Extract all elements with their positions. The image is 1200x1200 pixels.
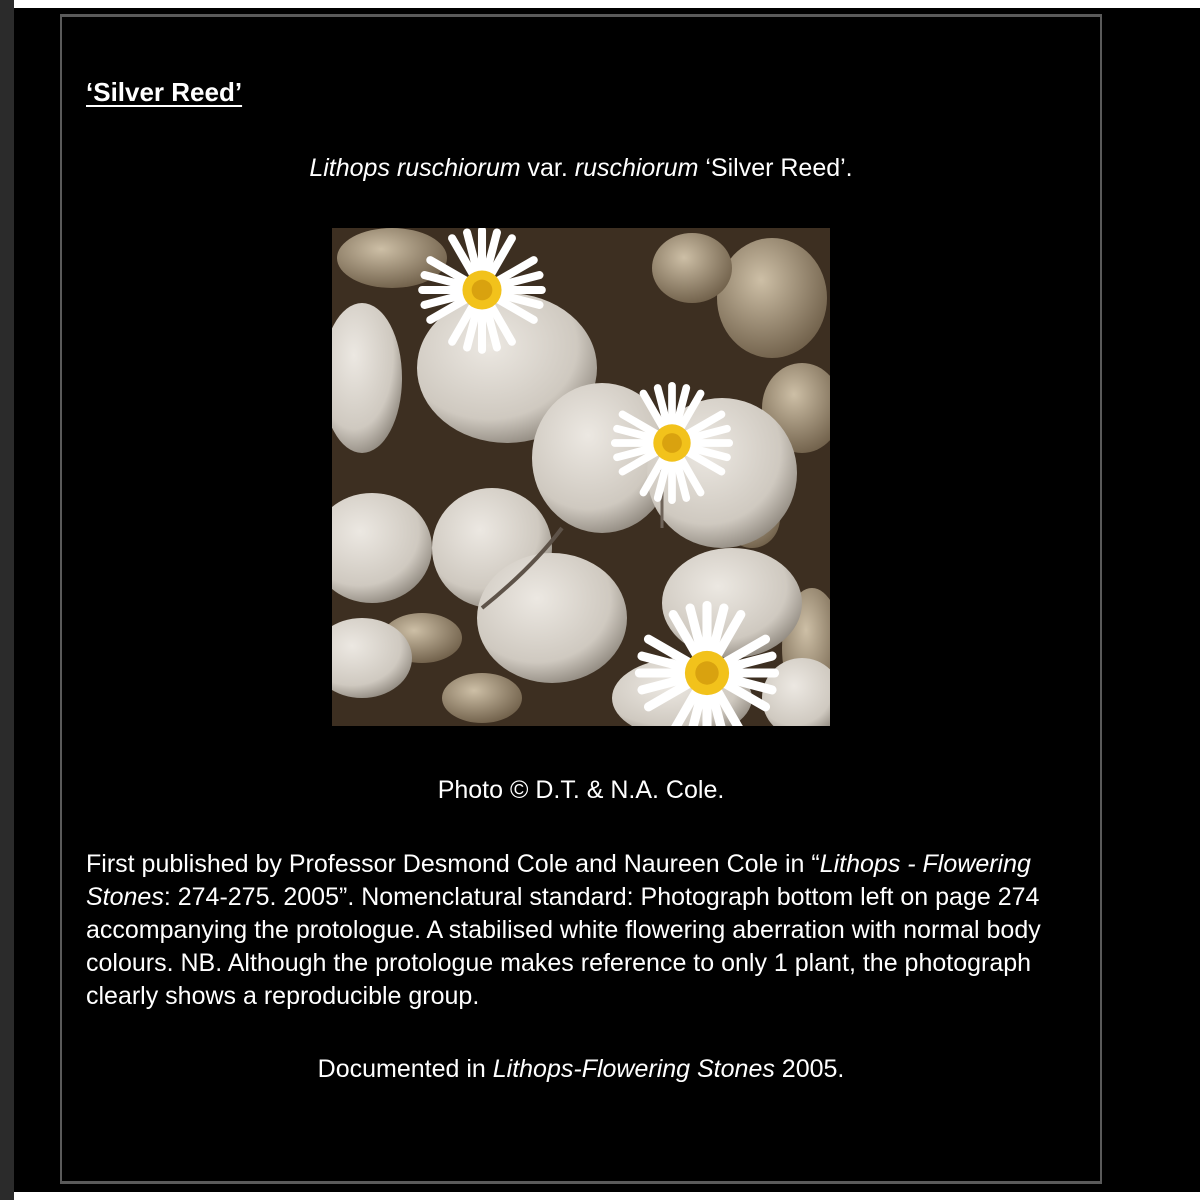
description-part1: First published by Professor Desmond Cole and Naureen Cole in “ xyxy=(86,850,820,878)
description-part2: : 274-275. 2005”. Nomenclatural standard: Photograph bottom left on page 274 accompanying the protologue. A stabilised white flowering aberration with normal body colours. NB. Although the protologue makes reference to only 1 plant, the photograph clearly shows a reproducible group. xyxy=(86,883,1041,1010)
photo-credit: Photo © D.T. & N.A. Cole. xyxy=(437,776,725,804)
documented-prefix: Documented in xyxy=(317,1055,493,1083)
content-panel xyxy=(60,14,1102,1184)
documented-suffix: 2005. xyxy=(774,1055,845,1083)
description-paragraph xyxy=(86,848,1066,1013)
lithops-photo xyxy=(332,228,830,726)
rank-text: var. xyxy=(520,154,575,182)
variety-name: ruschiorum xyxy=(574,154,699,182)
documented-book: Lithops-Flowering Stones xyxy=(492,1055,775,1083)
article-content xyxy=(86,77,1076,1085)
page-frame xyxy=(14,8,1200,1192)
species-name: Lithops ruschiorum xyxy=(309,154,521,182)
photo-caption xyxy=(86,152,1076,184)
cultivar-name: ‘Silver Reed’. xyxy=(698,154,853,182)
documented-note xyxy=(86,1053,1076,1085)
book-title: Lithops - Flowering Stones xyxy=(86,850,1031,911)
cultivar-heading-link[interactable]: ‘Silver Reed’ xyxy=(86,77,243,107)
photo-container xyxy=(86,228,1076,726)
left-scroll-edge xyxy=(0,0,14,1200)
